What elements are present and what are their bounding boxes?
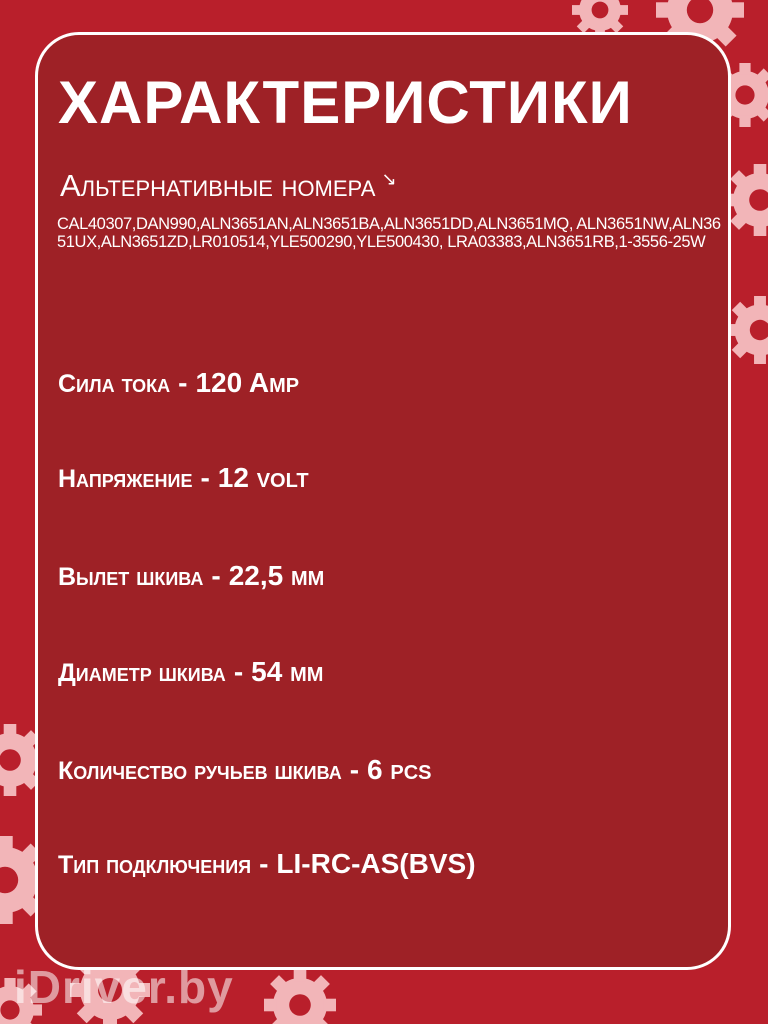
alt-numbers-list: CAL40307,DAN990,ALN3651AN,ALN3651BA,ALN3651DD,ALN3651MQ, ALN3651NW,ALN3651UX,ALN3651ZD,LR010514,YLE500290,YLE500430, LRA03383,ALN3651RB,1-3556-25W	[57, 215, 721, 252]
spec-separator: -	[211, 560, 221, 591]
gear-icon	[726, 296, 768, 364]
spec-separator: -	[233, 656, 244, 687]
spec-pulley-diameter	[58, 658, 323, 686]
spec-separator: -	[200, 462, 210, 493]
page-title: ХАРАКТЕРИСТИКИ	[58, 69, 633, 136]
spec-label: Количество ручьев шкива	[58, 757, 342, 785]
spec-voltage	[58, 464, 309, 492]
spec-label: Вылет шкива	[58, 563, 204, 591]
spec-value: 54 мм	[251, 656, 324, 687]
spec-separator: -	[178, 367, 188, 398]
spec-value: 120 Amp	[195, 367, 300, 398]
specs-card	[35, 32, 731, 970]
alt-numbers-heading	[60, 170, 397, 201]
spec-pulley-grooves	[58, 756, 432, 784]
gear-icon	[264, 969, 336, 1024]
spec-value: 6 pcs	[367, 754, 432, 785]
spec-separator: -	[349, 754, 360, 785]
spec-connection-type	[58, 850, 476, 878]
arrow-down-right-icon: ↘	[381, 169, 397, 189]
spec-value: LI-RC-AS(BVS)	[276, 848, 476, 879]
watermark: iDriver.by	[14, 961, 234, 1013]
spec-current	[58, 369, 299, 397]
spec-value: 22,5 мм	[228, 560, 325, 591]
spec-separator: -	[259, 848, 269, 879]
spec-label: Диаметр шкива	[58, 659, 226, 687]
spec-value: 12 volt	[217, 462, 309, 493]
spec-pulley-offset	[58, 562, 324, 590]
spec-label: Тип подключения	[58, 851, 252, 879]
spec-label: Напряжение	[58, 465, 193, 493]
alt-numbers-label: Альтернативные номера	[60, 168, 376, 203]
spec-label: Сила тока	[58, 370, 171, 398]
